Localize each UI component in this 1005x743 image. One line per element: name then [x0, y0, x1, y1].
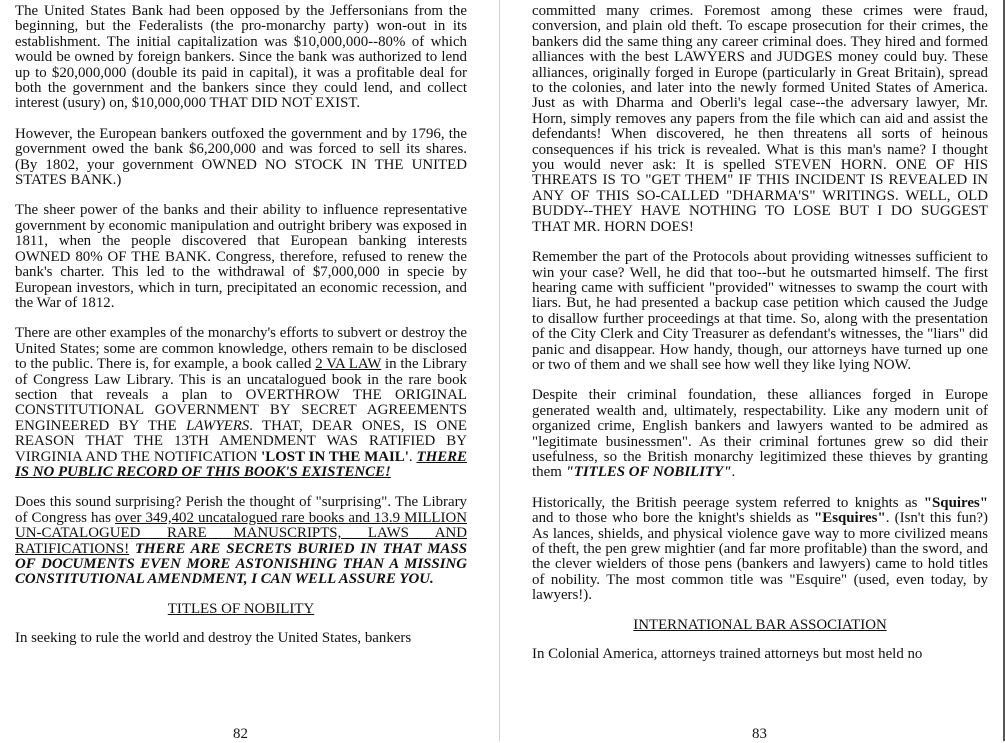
section-heading: INTERNATIONAL BAR ASSOCIATION: [633, 616, 887, 633]
page-number: 83: [752, 726, 767, 742]
paragraph: In Colonial America, attorneys trained attorneys but most held no: [532, 646, 923, 663]
no-public-record-note: THERE IS NO PUBLIC RECORD OF THIS BOOK'S EXISTENCE!: [15, 448, 467, 480]
paragraph: The United States Bank had been opposed by the Jeffersonians from the beginning, but the Federalists (the pro-monarchy party) won-out in its establishment. The initial capitalization was $10,000,000--80% of which would be owned by foreign bankers. Since the bank was authorized to lend up to $20,000,000 (double its paid in capital), it was a profitable deal for both the government and the bankers since they could lend, and collect interest (usury) on, $10,000,000 THAT DID NOT EXIST.: [15, 3, 467, 112]
paragraph: Historically, the British peerage system referred to knights as "Squires" and to those who bore the knight's shields as "Esquires". (Isn't this fun?) As lances, shields, and physical violence gave way to more civilized means of theft, the pen grew mightier (and far more profitable) than the sword, and the clever wielders of those pens (bankers and lawyers) came to hold titles of nobility. The most common title was "Esquire" (used, even today, by lawyers!).: [532, 494, 988, 604]
page-number: 82: [233, 726, 248, 742]
paragraph: Despite their criminal foundation, these alliances forged in Europe generated wealth and, ultimately, respectability. Like any modern unit of organized crime, English bankers and lawyers wanted to be admired as "legitimate businessmen". As their criminal fortunes grew so did their usefulness, so the British monarchy legitimized these thieves by granting them "TITLES OF NOBILITY".: [532, 387, 988, 481]
book-gutter: [499, 0, 500, 741]
left-page: [15, 4, 467, 662]
paragraph: committed many crimes. Foremost among these crimes were fraud, conversion, and plain old theft. To escape prosecution for their crimes, the bankers did the same thing any career criminal does. They hired and formed alliances with the best LAWYERS and JUDGES money could buy. These alliances, originally forged in Europe (particularly in Great Britain), spread to the colonies, and later into the newly formed United States of America. Just as with Dharma and Oberli's legal case--the adversary lawyer, Mr. Horn, simply removes any papers from the file which can aid and assist the defendants! When discovered, he then threatens all sorts of heinous consequences if his trick is revealed. What is this man's name? I thought you would never ask: It is spelled STEVEN HORN. ONE OF HIS THREATS IS TO "GET THEM" IF THIS INCIDENT IS REVEALED IN ANY OF THIS SO-CALLED "DHARMA'S" WRITINGS. WELL, OLD BUDDY--THEY HAVE NOTHING TO LOSE BUT I DO SUGGEST THAT MR. HORN DOES!: [532, 3, 988, 235]
lawyers-emphasis: LAWYERS: [186, 417, 250, 434]
titles-emphasis: "TITLES OF NOBILITY": [565, 464, 732, 481]
section-heading: TITLES OF NOBILITY: [167, 600, 315, 617]
book-title: 2 VA LAW: [315, 356, 382, 373]
right-page: [532, 4, 988, 677]
uncatalogued-count: over 349,402 uncatalogued rare books and 13.9 MILLION UN-CATALOGUED RARE MANUSCRIPTS, LAWS AND RATIFICATIONS!: [15, 509, 467, 557]
paragraph-secret-book: There are other examples of the monarchy's efforts to subvert or destroy the United States; some are common knowledge, others remain to be disclosed to the public. There is, for example, a book called 2 VA LAW in the Library of Congress Law Library. This is an uncatalogued book in the rare book section that reveals a plan to OVERTHROW THE ORIGINAL CONSTITUTIONAL GOVERNMENT BY SECRET AGREEMENTS ENGINEERED BY THE LAWYERS. THAT, DEAR ONES, IS ONE REASON THAT THE 13TH AMENDMENT WAS RATIFIED BY VIRGINIA AND THE NOTIFICATION 'LOST IN THE MAIL'. THERE IS NO PUBLIC RECORD OF THIS BOOK'S EXISTENCE!: [15, 325, 468, 480]
paragraph: Remember the part of the Protocols about providing witnesses sufficient to win your case? Well, he did that too--but he outsmarted himself. The first hearing came with sufficient "provided" witnesses to swamp the court with liars. But, he had presented a backup case petition which caused the Judge to disallow further proceedings at that time. So, along with the presentation of the City Clerk and City Treasurer as defendant's witnesses, the "liars" did panic and disappear. How handy, though, our attorneys have turned up one or two of them and we shall see how well they like lying NOW.: [532, 249, 988, 373]
paragraph: In seeking to rule the world and destroy the United States, bankers: [15, 630, 412, 647]
paragraph-library: Does this sound surprising? Perish the thought of "surprising". The Library of Congress has over 349,402 uncatalogued rare books and 13.9 MILLION UN-CATALOGUED RARE MANUSCRIPTS, LAWS AND RATIFICATIONS! THERE ARE SECRETS BURIED IN THAT MASS OF DOCUMENTS EVEN MORE ASTONISHING THAN A MISSING CONSTITUTIONAL AMENDMENT, I CAN WELL ASSURE YOU.: [15, 494, 467, 588]
paragraph: However, the European bankers outfoxed the government and by 1796, the government owed the bank $6,200,000 and was forced to sell its shares. (By 1802, your government OWNED NO STOCK IN THE UNITED STATES BANK.): [15, 125, 467, 189]
paragraph: The sheer power of the banks and their ability to influence representative government by economic manipulation and outright bribery was exposed in 1811, when the people discovered that European banking interests OWNED 80% OF THE BANK. Congress, therefore, refused to renew the bank's charter. This led to the withdrawal of $7,000,000 in specie by European investors, which in turn, precipitated an economic recession, and the War of 1812.: [15, 202, 467, 311]
secrets-note: THERE ARE SECRETS BURIED IN THAT MASS OF DOCUMENTS EVEN MORE ASTONISHING THAN A MISSING CONSTITUTIONAL AMENDMENT, I CAN WELL ASSURE YOU.: [15, 540, 467, 588]
